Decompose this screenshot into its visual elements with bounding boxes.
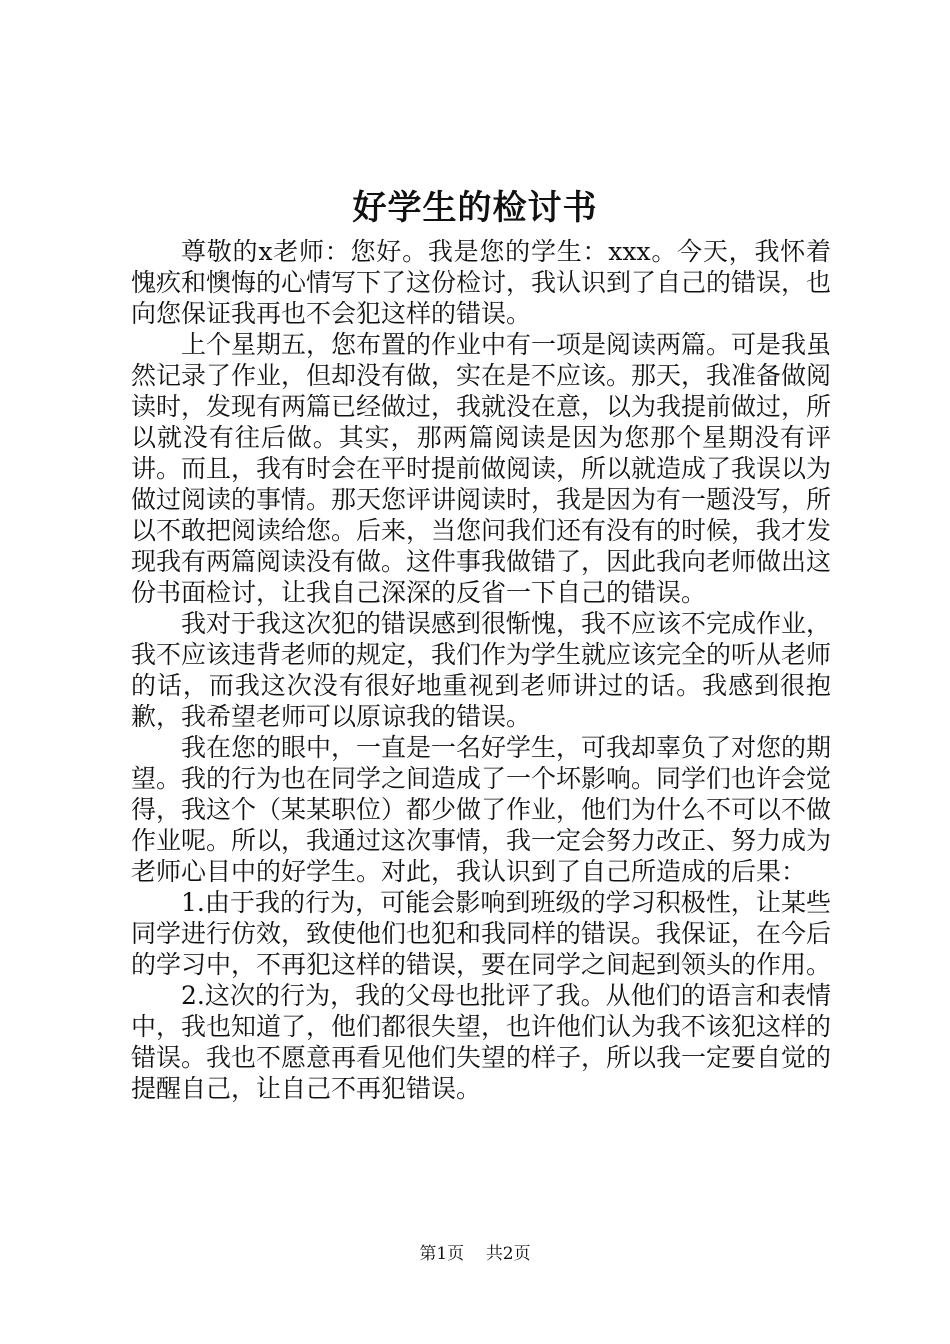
page-total: 共2页 bbox=[485, 1244, 531, 1264]
document-body bbox=[131, 236, 831, 1104]
paragraph-incident: 上个星期五，您布置的作业中有一项是阅读两篇。可是我虽然记录了作业，但却没有做，实在是不应该。那天，我准备做阅读时，发现有两篇已经做过，我就没在意，以为我提前做过，所以就没有往后做。其实，那两篇阅读是因为您那个星期没有评讲。而且，我有时会在平时提前做阅读，所以就造成了我误以为做过阅读的事情。那天您评讲阅读时，我是因为有一题没写，所以不敢把阅读给您。后来，当您问我们还有没有的时候，我才发现我有两篇阅读没有做。这件事我做错了，因此我向老师做出这份书面检讨，让我自己深深的反省一下自己的错误。 bbox=[131, 330, 832, 607]
paragraph-consequence-2: 2.这次的行为，我的父母也批评了我。从他们的语言和表情中，我也知道了，他们都很失望，也许他们认为我不该犯这样的错误。我也不愿意再看见他们失望的样子，所以我一定要自觉的提醒自己，让自己不再犯错误。 bbox=[131, 981, 832, 1103]
page-number: 第1页 bbox=[419, 1244, 465, 1264]
paragraph-greeting: 尊敬的x老师：您好。我是您的学生：xxx。今天，我怀着愧疚和懊悔的心情写下了这份检讨，我认识到了自己的错误，也向您保证我再也不会犯这样的错误。 bbox=[131, 237, 832, 328]
paragraph-consequence-1: 1.由于我的行为，可能会影响到班级的学习积极性，让某些同学进行仿效，致使他们也犯和我同样的错误。我保证，在今后的学习中，不再犯这样的错误，要在同学之间起到领头的作用。 bbox=[131, 888, 832, 979]
paragraph-remorse: 我对于我这次犯的错误感到很惭愧，我不应该不完成作业，我不应该违背老师的规定，我们作为学生就应该完全的听从老师的话，而我这次没有很好地重视到老师讲过的话。我感到很抱歉，我希望老师可以原谅我的错误。 bbox=[131, 609, 832, 731]
paragraph-impact: 我在您的眼中，一直是一名好学生，可我却辜负了对您的期望。我的行为也在同学之间造成了一个坏影响。同学们也许会觉得，我这个（某某职位）都少做了作业，他们为什么不可以不做作业呢。所以，我通过这次事情，我一定会努力改正、努力成为老师心目中的好学生。对此，我认识到了自己所造成的后果： bbox=[131, 733, 832, 886]
document-title: 好学生的检讨书 bbox=[352, 188, 598, 228]
page-footer bbox=[0, 1243, 950, 1265]
